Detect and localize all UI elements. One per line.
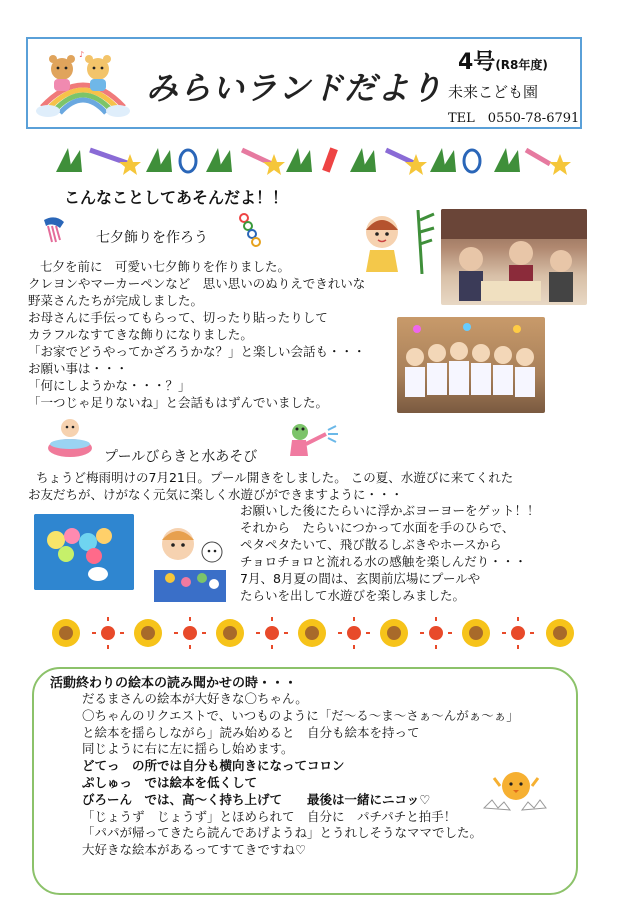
story-line: だるまさんの絵本が大好きな〇ちゃん。 <box>82 691 308 706</box>
section2-right-line: チョロチョロと流れる水の感触を楽しんだり・・・ <box>240 554 527 569</box>
newsletter-header <box>26 37 582 129</box>
section2-right-line: お願いした後にたらいに浮かぶヨーヨーをゲット！！ <box>240 503 540 518</box>
tanabata-decoration-row <box>50 142 580 176</box>
newsletter-title: みらいランドだより <box>146 69 444 107</box>
section2-right-line: ペタペタたいて、飛び散るしぶきやホースから <box>240 537 502 552</box>
section1-line: 七夕を前に 可愛い七夕飾りを作りました。 <box>40 259 291 274</box>
story-line: 同じように右に左に揺らし始めます。 <box>82 741 294 757</box>
section2-right-line: たらいを出して水遊びを楽しみました。 <box>240 588 466 603</box>
story-line: 「じょうず じょうず」とほめられて 自分に パチパチと拍手！ <box>82 808 457 824</box>
section2-line: ちょうど梅雨明けの7月21日。プール開きをしました。 この夏、水遊びに来てくれた <box>36 470 514 485</box>
baby-in-tub-icon <box>44 416 96 460</box>
story-title: 活動終わりの絵本の読み聞かせの時・・・ <box>50 676 298 691</box>
section2-text-right <box>240 502 540 604</box>
main-heading: こんなことしてあそんだよ！！ <box>64 188 289 207</box>
story-line: ぷしゅっ では絵本を低くして <box>82 774 258 790</box>
story-line: と絵本を揺らしながら」読み始めると 自分も絵本を持って <box>82 724 420 740</box>
chick-in-egg-illustration <box>480 764 550 820</box>
school-name: 未来こども園 <box>448 83 539 101</box>
story-line: 「パパが帰ってきたら読んであげようね」とうれしそうなママでした。 <box>82 825 483 841</box>
section1-line: クレヨンやマーカーペンなど 思い思いのぬりえできれいな <box>28 276 366 291</box>
section1-line: 野菜さんたちが完成しました。 <box>28 293 204 308</box>
phone-number: TEL 0550-78-6791 <box>448 111 580 126</box>
section2-right-line: それから たらいにつかって水面を手のひらで、 <box>240 520 515 535</box>
svg-text:♪: ♪ <box>79 50 85 59</box>
issue-number <box>458 45 548 76</box>
photo-pool-balloons <box>34 514 134 590</box>
sunflower-decoration-row <box>50 617 580 649</box>
section1-heading: 七夕飾りを作ろう <box>96 230 208 246</box>
child-with-dog-illustration <box>150 522 230 604</box>
story-line: びろーん では、高～く持ち上げて 最後は一緒にニコッ♡ <box>82 791 431 807</box>
section1-text <box>28 258 366 411</box>
section1-line: カラフルなすてきな飾りになりました。 <box>28 327 253 342</box>
section1-line: 「お家でどうやってかざろうかな？」と楽しい会話も・・・ <box>28 344 366 359</box>
photo-children-with-decorations <box>397 317 545 413</box>
issue-year: (R8年度) <box>495 58 548 72</box>
section1-line: お母さんに手伝ってもらって、切ったり貼ったりして <box>28 310 328 325</box>
tanabata-ornament-icon <box>40 214 70 244</box>
story-line: どてっ の所では自分も横向きになってコロン <box>82 758 345 774</box>
girl-with-bamboo-illustration <box>356 210 436 274</box>
issue-label: 4号 <box>458 50 496 75</box>
section2-line: お友だちが、けがなく元気に楽しく水遊びができますように・・・ <box>28 487 404 502</box>
section1-line: 「一つじゃ足りないね」と会話もはずんでいました。 <box>28 395 329 410</box>
watering-can-frog-icon <box>286 420 340 460</box>
story-text <box>82 691 519 859</box>
section2-heading: プールびらきと水あそび <box>104 449 258 465</box>
paper-chain-icon <box>232 210 268 250</box>
photo-children-crafting <box>441 209 587 305</box>
section1-line: 「何にしようかな・・・？」 <box>28 378 191 393</box>
section1-line: お願い事は・・・ <box>28 361 129 376</box>
bears-rainbow-logo <box>34 45 132 121</box>
story-line: 〇ちゃんのリクエストで、いつものように「だ～る～ま～さぁ～んがぁ～ぁ」 <box>82 707 519 723</box>
story-line: 大好きな絵本があるってすてきですね♡ <box>82 842 307 858</box>
section2-right-line: 7月、8月夏の間は、玄関前広場にプールや <box>240 571 481 586</box>
section2-text-top <box>28 469 513 503</box>
